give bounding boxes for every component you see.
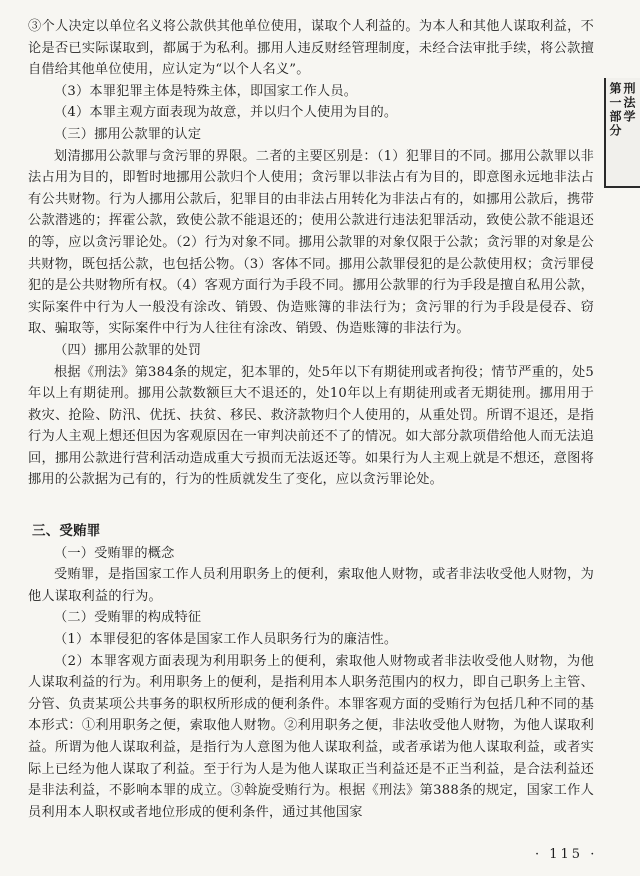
paragraph: 受贿罪，是指国家工作人员利用职务上的便利，索取他人财物，或者非法收受他人财物，为他人谋取利益的行为。 (28, 567, 594, 604)
subsection-heading: （一）受贿罪的概念 (54, 545, 175, 561)
side-tab-part: 第一部分 (608, 82, 622, 138)
paragraph: （4）本罪主观方面表现为故意，并以归个人使用为目的。 (54, 105, 398, 121)
chapter-side-tab (604, 78, 640, 188)
paragraph: 根据《刑法》第384条的规定，犯本罪的，处5年以下有期徒刑或者拘役；情节严重的，处5年以上有期徒刑。挪用公款数额巨大不退还的，处10年以上有期徒刑或者无期徒刑。挪用用于救灾、抢险、防汛、优抚、扶贫、移民、救济款物归个人使用的，从重处罚。所谓不退还，是指行为人主观上想还但因为客观原因在一审判决前还不了的情况。如大部分款项借给他人而无法追回，挪用公款进行营利活动造成重大亏损而无法返还等。如果行为人主观上就是不想还，意图将挪用的公款据为己有的，行为的性质就发生了变化，应以贪污罪论处。 (28, 364, 594, 488)
page-body (28, 16, 594, 823)
paragraph: （2）本罪客观方面表现为利用职务上的便利，索取他人财物或者非法收受他人财物，为他人谋取利益的行为。利用职务上的便利，是指利用本人职务范围内的权力，即自己职务上主管、分管、负责某项公共事务的职权所形成的便利条件。本罪客观方面的受贿行为包括几种不同的基本形式：①利用职务之便，索取他人财物。②利用职务之便，非法收受他人财物，为他人谋取利益。所谓为他人谋取利益，是指行为人意图为他人谋取利益，或者承诺为他人谋取利益，或者实际上已经为他人谋取了利益。至于行为人是为他人谋取正当利益还是不正当利益，是合法利益还是非法利益，不影响本罪的成立。③斡旋受贿行为。根据《刑法》第388条的规定，国家工作人员利用本人职权或者地位形成的便利条件，通过其他国家 (28, 653, 594, 820)
side-tab-subject: 刑法学 (622, 82, 636, 124)
subsection-heading: （二）受贿罪的构成特征 (54, 610, 202, 626)
paragraph: （3）本罪犯罪主体是特殊主体，即国家工作人员。 (54, 83, 358, 99)
subsection-heading: （四）挪用公款罪的处罚 (54, 342, 202, 358)
paragraph: 划清挪用公款罪与贪污罪的界限。二者的主要区别是：（1）犯罪目的不同。挪用公款罪以非法占用为目的，即暂时地挪用公款归个人使用；贪污罪以非法占有为目的，即意图永远地非法占有公共财物。行为人挪用公款后，犯罪目的由非法占用转化为非法占有的，如挪用公款后，携带公款潜逃的；挥霍公款，致使公款不能退还的；使用公款进行违法犯罪活动，致使公款不能退还的等，应以贪污罪论处。（2）行为对象不同。挪用公款罪的对象仅限于公款；贪污罪的对象是公共财物，既包括公款，也包括公物。（3）客体不同。挪用公款罪侵犯的是公款使用权；贪污罪侵犯的是公共财物所有权。（4）客观方面行为手段不同。挪用公款罪的行为手段是擅自私用公款，实际案件中行为人一般没有涂改、销毁、伪造账簿的非法行为；贪污罪的行为手段是侵吞、窃取、骗取等，实际案件中行为人往往有涂改、销毁、伪造账簿的非法行为。 (28, 148, 594, 337)
paragraph: （1）本罪侵犯的客体是国家工作人员职务行为的廉洁性。 (54, 632, 398, 648)
subsection-heading: （三）挪用公款罪的认定 (54, 126, 202, 142)
paragraph: ③个人决定以单位名义将公款供其他单位使用，谋取个人利益的。为本人和其他人谋取利益，不论是否已实际谋取到，都属于为私利。挪用人违反财经管理制度，未经合法审批手续，将公款擅自借给其他单位使用，应认定为“以个人名义”。 (28, 19, 594, 78)
section-heading: 三、受贿罪 (32, 523, 101, 540)
page-number: · 115 · (535, 847, 598, 862)
